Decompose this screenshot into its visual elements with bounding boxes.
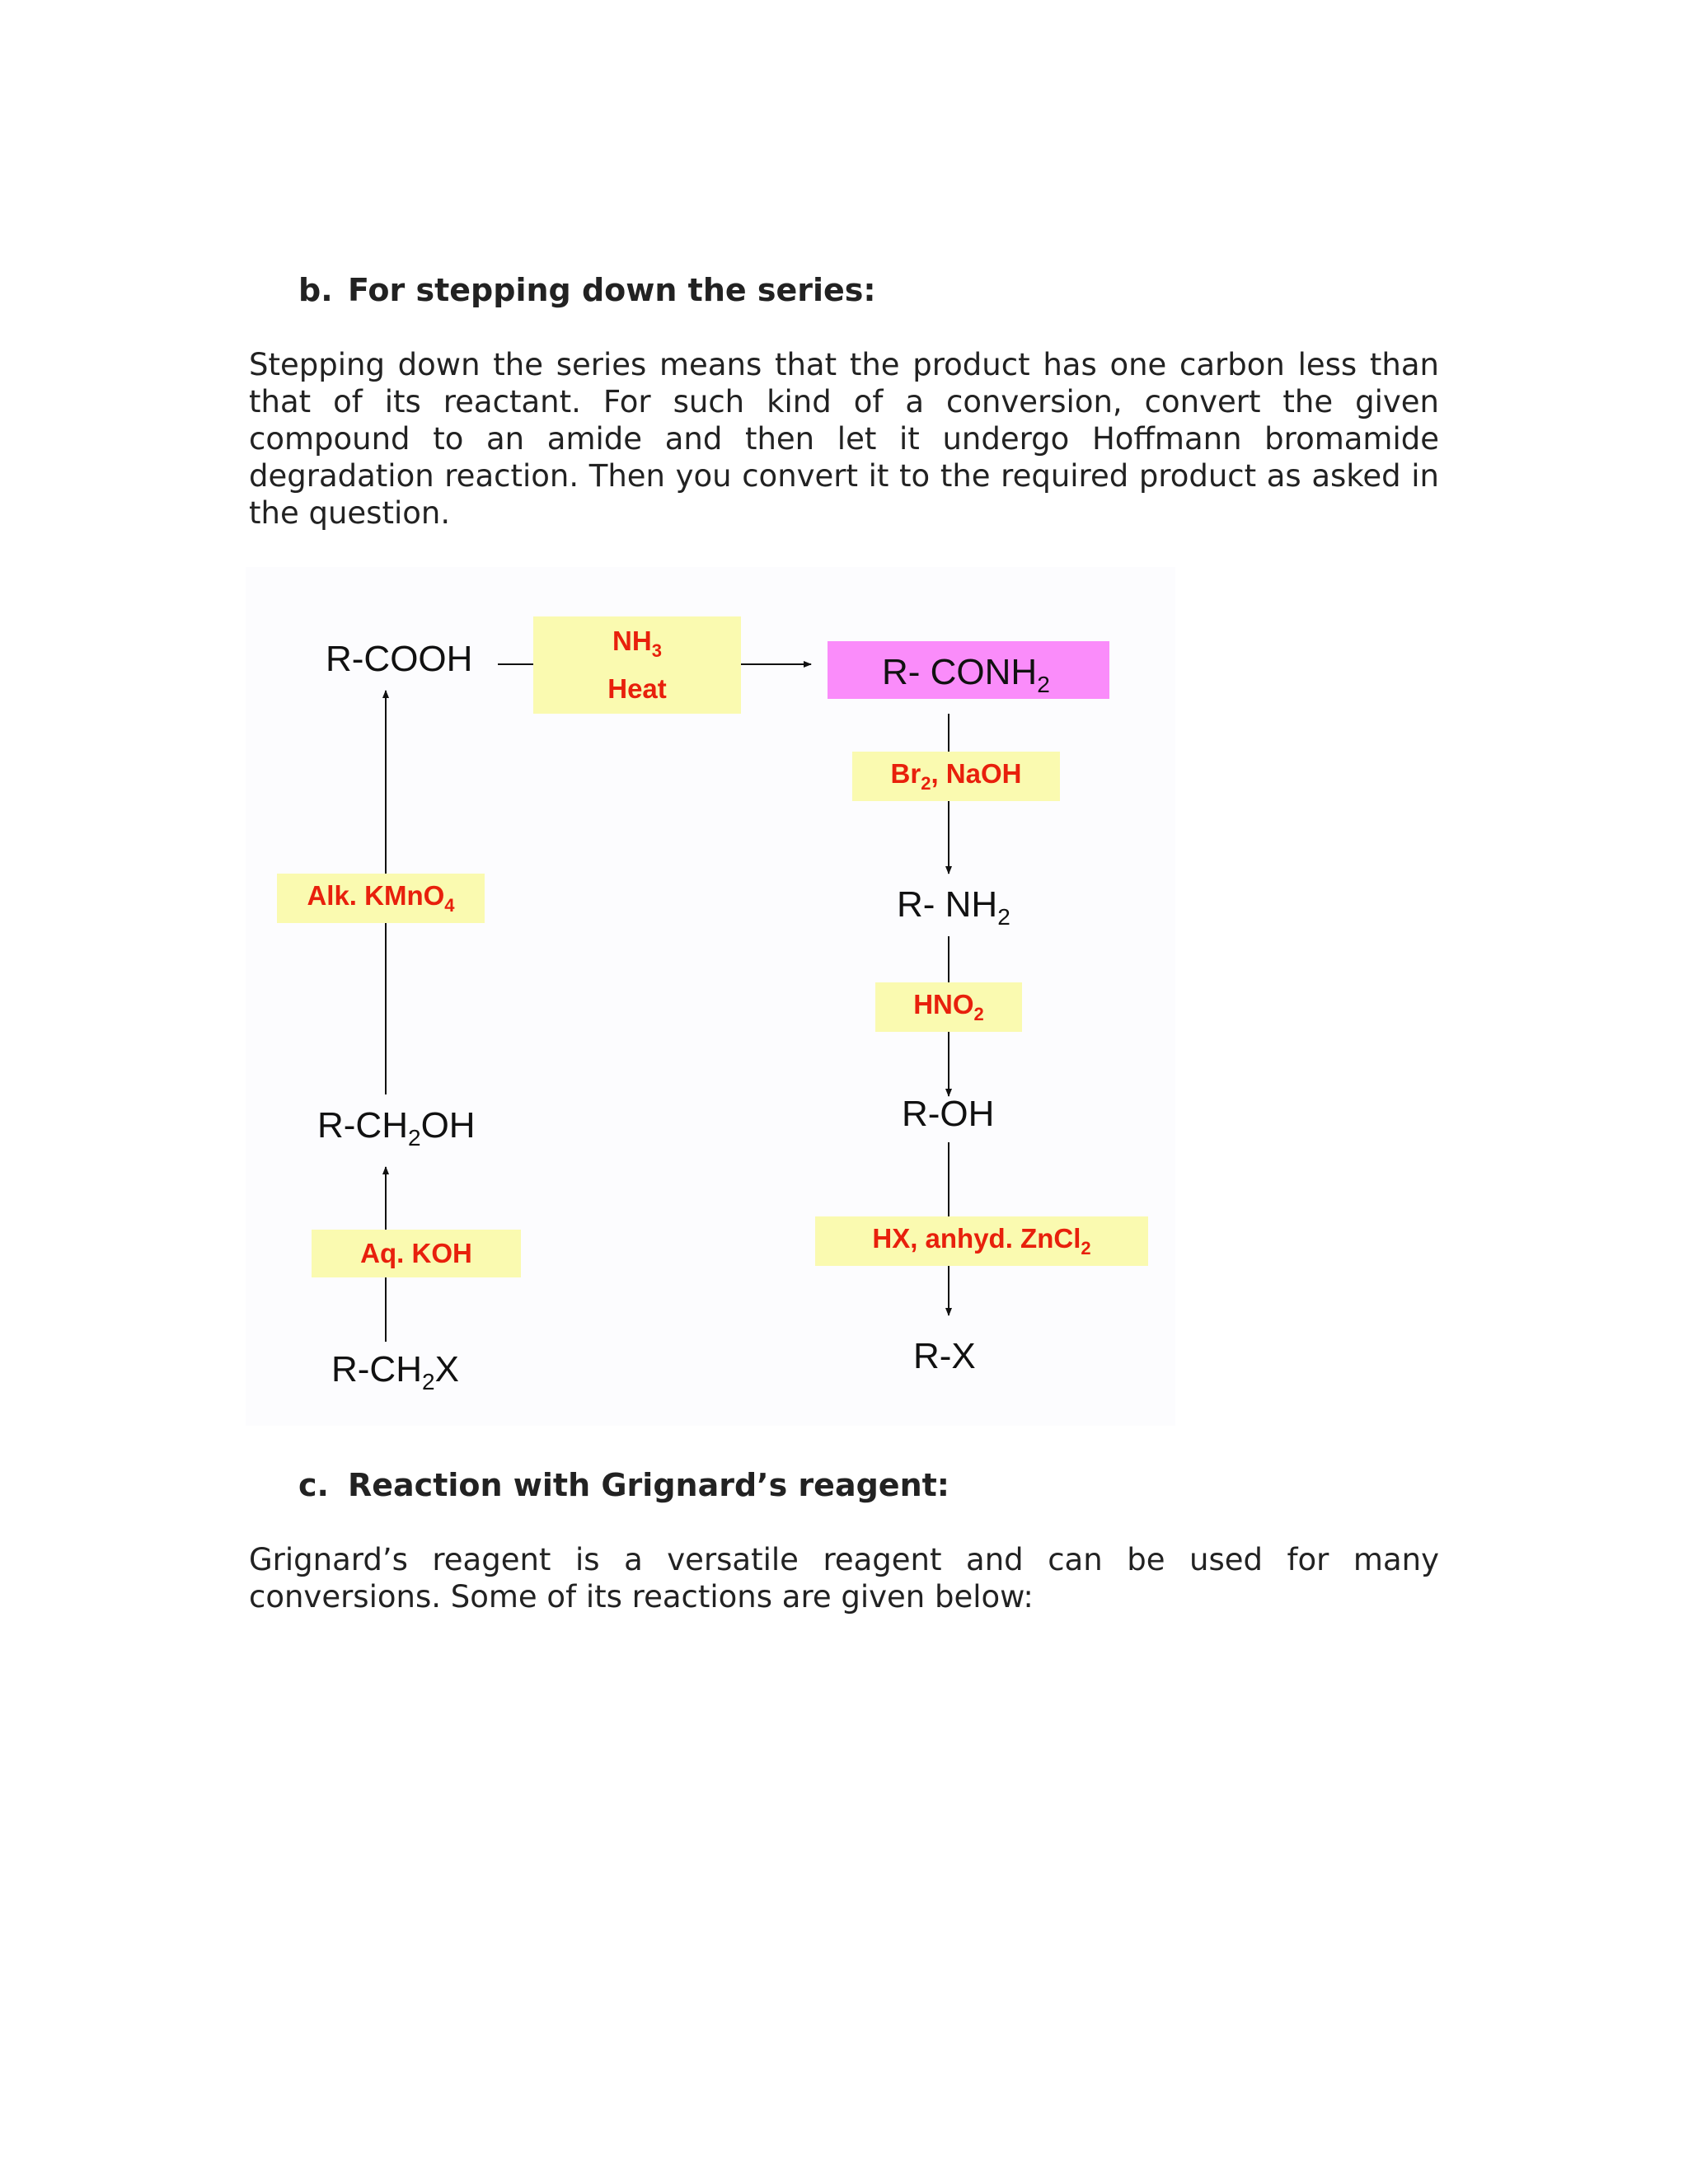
compound-rch2x: $R-CH_2X$ <box>331 1349 459 1394</box>
section-b-paragraph: Stepping down the series means that the product has one carbon less than that of its reactant. For such kind of a conversion, convert the given compound to an amide and then let it undergo Hoffmann bromamide degradation reaction. Then you convert it to the required product as asked in the question. <box>249 347 1439 531</box>
section-c-number: c. <box>298 1467 329 1503</box>
reagent-hx-zncl2: HX, anhyd. ZnCl$_2$ <box>815 1216 1148 1266</box>
compound-rconh2: R- $CONH_2$ <box>882 652 1050 697</box>
reagent-aq-koh: Aq. KOH <box>312 1230 521 1277</box>
compound-rch2oh: $R-CH_2OH$ <box>317 1105 476 1151</box>
section-c-heading <box>298 1467 950 1503</box>
compound-rcooh: R-COOH <box>326 639 473 679</box>
reagent-alk-kmno4: Alk. KMnO$_4$ <box>277 874 485 923</box>
compound-rnh2: R- $NH_2$ <box>897 884 1010 930</box>
section-c-paragraph: Grignard’s reagent is a versatile reagent and can be used for many conversions. Some of its reactions are given below: <box>249 1542 1439 1615</box>
reagent-nh3-heat <box>533 616 741 714</box>
reagent-nh3: $NH_3$ <box>612 626 662 661</box>
section-b-title: For stepping down the series: <box>348 272 876 308</box>
compound-roh: R-OH <box>902 1094 995 1134</box>
section-b-number: b. <box>298 272 333 308</box>
reagent-br2-naoh: $Br_2$, NaOH <box>852 752 1060 801</box>
compound-rx: R-X <box>913 1336 976 1376</box>
reagent-heat: Heat <box>607 673 667 704</box>
section-c-title: Reaction with Grignard’s reagent: <box>348 1467 950 1503</box>
reagent-hno2: $HNO_2$ <box>875 982 1022 1032</box>
